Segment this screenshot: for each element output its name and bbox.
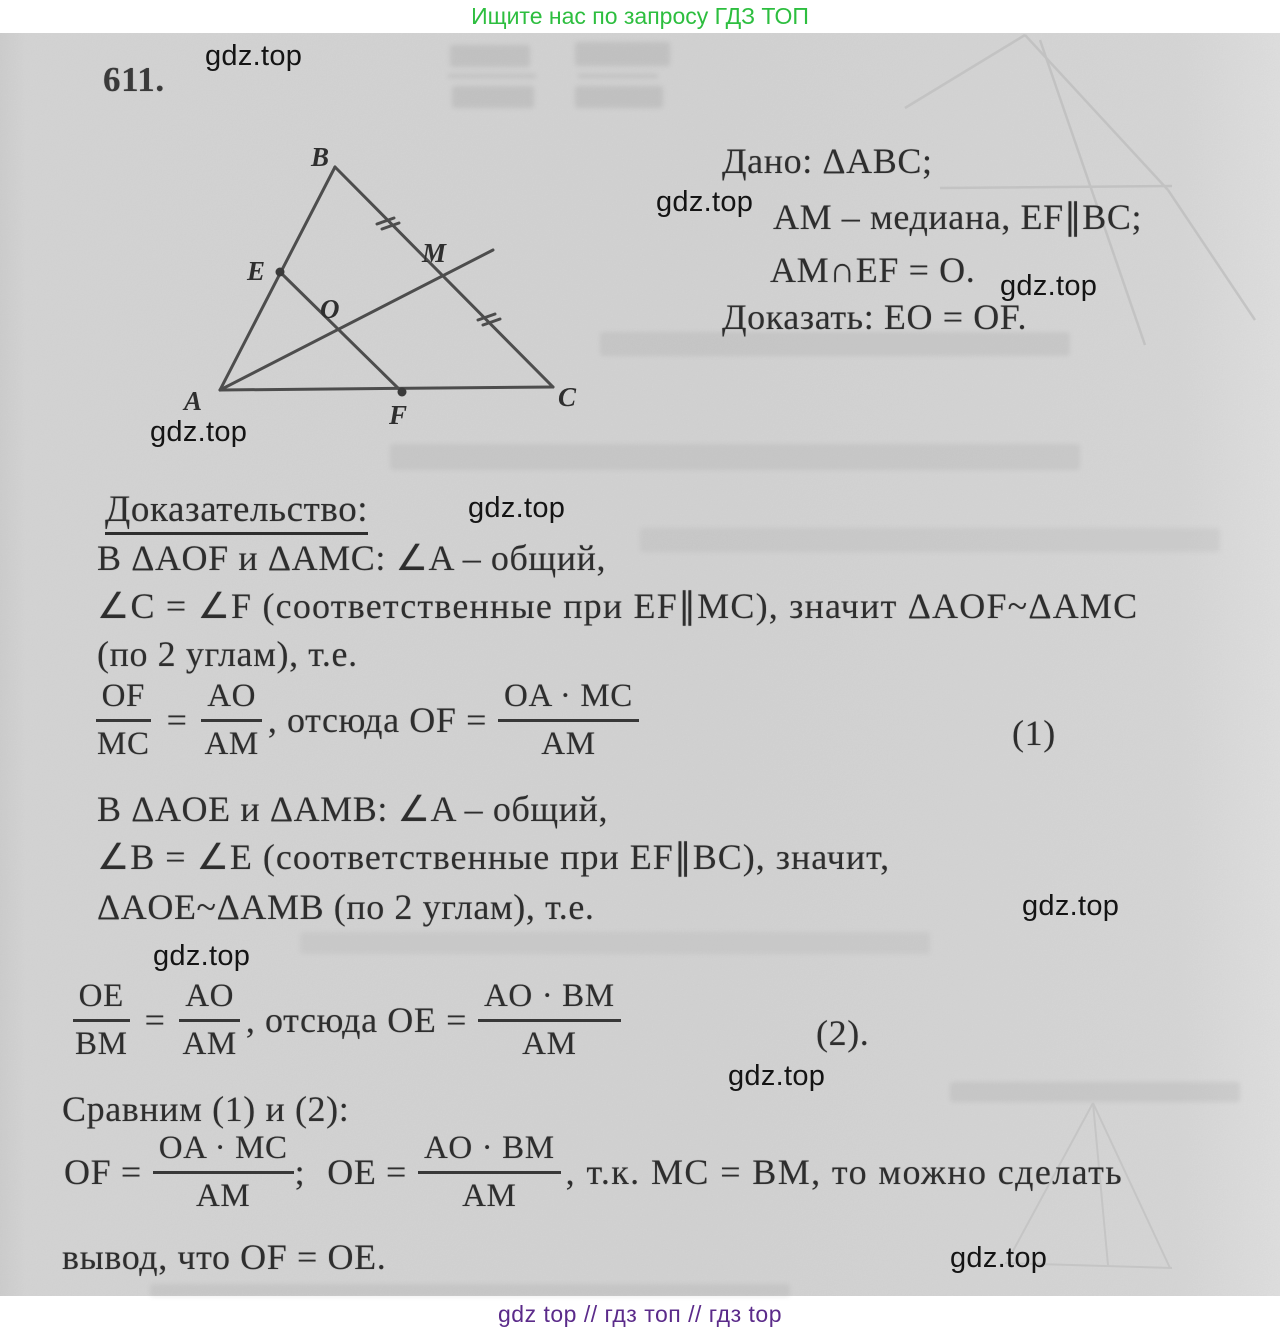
promo-banner-text: Ищите нас по запросу ГДЗ ТОП xyxy=(471,3,809,29)
vertex-label-a: A xyxy=(184,386,203,416)
point-e xyxy=(276,268,285,277)
point-label-e: E xyxy=(247,256,266,286)
fraction-numerator: AO xyxy=(201,678,262,722)
fraction-denominator: AM xyxy=(195,1177,251,1214)
watermark: gdz.top xyxy=(150,416,248,448)
proof-line-4: В ΔAOE и ΔAMB: ∠A – общий, xyxy=(97,789,609,829)
proof-compare-line: Сравним (1) и (2): xyxy=(62,1089,350,1129)
fraction-denominator: AM xyxy=(204,725,259,762)
proof-conclusion-line: вывод, что OF = OE. xyxy=(62,1237,387,1277)
point-label-f: F xyxy=(389,400,408,430)
given-line-4: Доказать: EO = OF. xyxy=(722,297,1028,337)
watermark: gdz.top xyxy=(950,1242,1048,1274)
segment-ef xyxy=(280,272,402,392)
formula-1 xyxy=(84,678,646,763)
vertex-label-c: C xyxy=(558,382,577,412)
equation-tag-2: (2). xyxy=(816,1013,870,1053)
formula-3-lead-oe: OE = xyxy=(327,1152,407,1193)
geometry-figure xyxy=(170,130,590,442)
fraction-denominator: MC xyxy=(97,725,150,762)
fraction-numerator: OA · MC xyxy=(153,1130,294,1174)
given-line-1: Дано: ΔABC; xyxy=(722,141,933,181)
fraction-aobm-am xyxy=(478,978,621,1063)
formula-2-middle-text: , отсюда OE = xyxy=(245,1000,467,1041)
fraction-numerator: OE xyxy=(73,978,130,1022)
proof-line-3: (по 2 углам), т.е. xyxy=(97,634,358,674)
fraction-denominator: AM xyxy=(522,1025,577,1062)
given-line-3: AM∩EF = O. xyxy=(770,250,976,290)
watermark: gdz.top xyxy=(468,492,566,524)
semicolon: ; xyxy=(294,1152,306,1193)
problem-number: 611. xyxy=(103,60,165,99)
fraction-denominator: AM xyxy=(462,1177,517,1214)
proof-line-6: ΔAOE~ΔAMB (по 2 углам), т.е. xyxy=(97,887,595,927)
formula-3 xyxy=(60,1130,1127,1215)
watermark: gdz.top xyxy=(1000,270,1098,302)
equals-sign: = xyxy=(166,700,188,741)
watermark: gdz.top xyxy=(1022,890,1120,922)
side-ac xyxy=(220,387,553,390)
fraction-numerator: AO · BM xyxy=(478,978,621,1022)
point-label-o: O xyxy=(320,294,340,324)
side-bc xyxy=(335,167,553,387)
fraction-aobm-am xyxy=(418,1130,561,1215)
formula-1-middle-text: , отсюда OF = xyxy=(267,700,488,741)
fraction-of-mc xyxy=(91,678,156,763)
fraction-denominator: AM xyxy=(541,725,596,762)
fraction-ao-am xyxy=(176,978,242,1063)
formula-3-tail-text: , т.к. MC = BM, то можно сделать xyxy=(565,1152,1124,1193)
watermark: gdz.top xyxy=(153,940,251,972)
fraction-numerator: OF xyxy=(96,678,151,722)
point-label-m: M xyxy=(422,238,447,268)
proof-line-5: ∠B = ∠E (соответственные при EF∥BC), значит, xyxy=(97,837,891,877)
point-f xyxy=(398,388,407,397)
fraction-ao-am xyxy=(198,678,264,763)
equals-sign: = xyxy=(144,1000,166,1041)
formula-2 xyxy=(62,978,628,1063)
fraction-denominator: BM xyxy=(75,1025,128,1062)
fraction-numerator: AO xyxy=(179,978,240,1022)
equation-tag-1: (1) xyxy=(1012,713,1056,753)
proof-heading: Доказательство: xyxy=(105,488,368,535)
fraction-oamc-am xyxy=(153,1130,294,1215)
watermark: gdz.top xyxy=(728,1060,826,1092)
proof-line-2: ∠C = ∠F (соответственные при EF∥MC), значит ΔAOF~ΔAMC xyxy=(97,586,1139,626)
watermark: gdz.top xyxy=(656,186,754,218)
side-ab xyxy=(220,167,335,390)
formula-3-lead-of: OF = xyxy=(64,1152,142,1193)
given-line-2: AM – медиана, EF∥BC; xyxy=(773,197,1143,237)
fraction-numerator: OA · MC xyxy=(498,678,639,722)
fraction-oamc-am xyxy=(498,678,639,763)
footer-links: gdz top // гдз топ // гдз top xyxy=(498,1301,782,1327)
fraction-denominator: AM xyxy=(182,1025,237,1062)
fraction-oe-bm xyxy=(69,978,134,1063)
proof-line-1: В ΔAOF и ΔAMC: ∠A – общий, xyxy=(97,538,607,578)
watermark: gdz.top xyxy=(205,40,303,72)
vertex-label-b: B xyxy=(311,142,330,172)
fraction-numerator: AO · BM xyxy=(418,1130,561,1174)
